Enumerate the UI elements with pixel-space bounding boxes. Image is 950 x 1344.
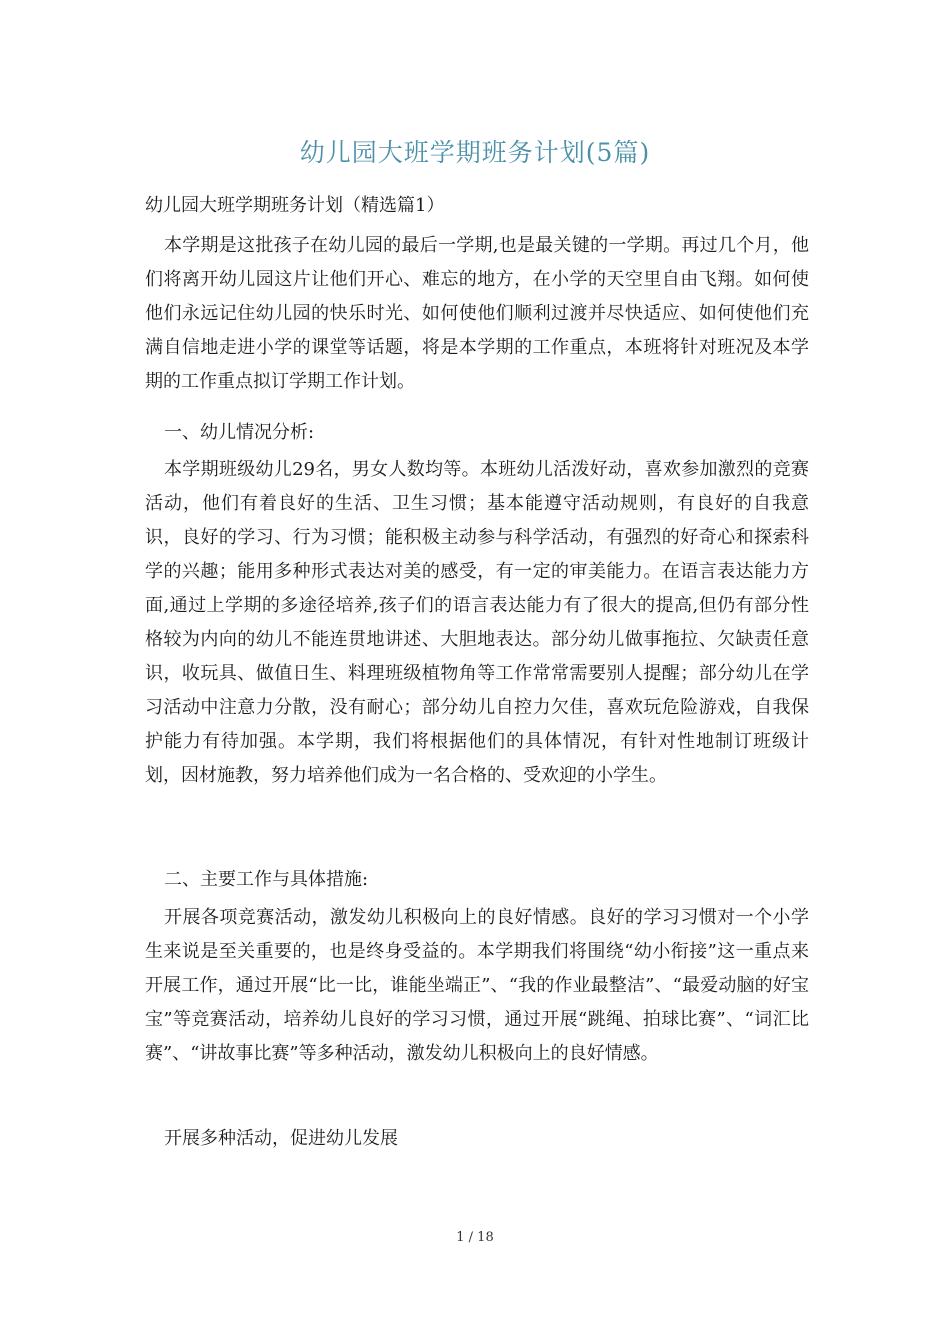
subheading-child-analysis: 一、幼儿情况分析:	[164, 422, 315, 443]
paragraph-competitions: 开展各项竞赛活动，激发幼儿积极向上的良好情感。良好的学习习惯对一个小学生来说是至关重要的，也是终身受益的。本学期我们将围绕“幼小衔接”这一重点来开展工作，通过开展“比一比，谁能坐端正”、“我的作业最整洁”、“最爱动脑的好宝宝”等竞赛活动，培养幼儿良好的学习习惯，通过开展“跳绳、拍球比赛”、“词汇比赛”、“讲故事比赛”等多种活动，激发幼儿积极向上的良好情感。	[145, 907, 809, 1064]
document-title: 幼儿园大班学期班务计划(5篇)	[299, 138, 651, 167]
paragraph-child-analysis: 本学期班级幼儿29名，男女人数均等。本班幼儿活泼好动，喜欢参加激烈的竞赛活动，他们有着良好的生活、卫生习惯；基本能遵守活动规则，有良好的自我意识，良好的学习、行为习惯；能积极主动参与科学活动，有强烈的好奇心和探索科学的兴趣；能用多种形式表达对美的感受，有一定的审美能力。在语言表达能力方面,通过上学期的多途径培养,孩子们的语言表达能力有了很大的提高,但仍有部分性格较为内向的幼儿不能连贯地讲述、大胆地表达。部分幼儿做事拖拉、欠缺责任意识，收玩具、做值日生、料理班级植物角等工作常常需要别人提醒；部分幼儿在学习活动中注意力分散，没有耐心；部分幼儿自控力欠佳，喜欢玩危险游戏，自我保护能力有待加强。本学期，我们将根据他们的具体情况，有针对性地制订班级计划，因材施教，努力培养他们成为一名合格的、受欢迎的小学生。	[145, 459, 809, 786]
section-heading: 幼儿园大班学期班务计划（精选篇1）	[145, 195, 445, 216]
subheading-main-work: 二、主要工作与具体措施:	[164, 869, 369, 890]
paragraph-activities: 开展多种活动，促进幼儿发展	[164, 1128, 398, 1149]
page-indicator: 1 / 18	[456, 1230, 494, 1245]
paragraph-intro: 本学期是这批孩子在幼儿园的最后一学期,也是最关键的一学期。再过几个月，他们将离开幼儿园这片让他们开心、难忘的地方，在小学的天空里自由飞翔。如何使他们永远记住幼儿园的快乐时光、如何使他们顺利过渡并尽快适应、如何使他们充满自信地走进小学的课堂等话题，将是本学期的工作重点，本班将针对班况及本学期的工作重点拟订学期工作计划。	[145, 235, 809, 392]
